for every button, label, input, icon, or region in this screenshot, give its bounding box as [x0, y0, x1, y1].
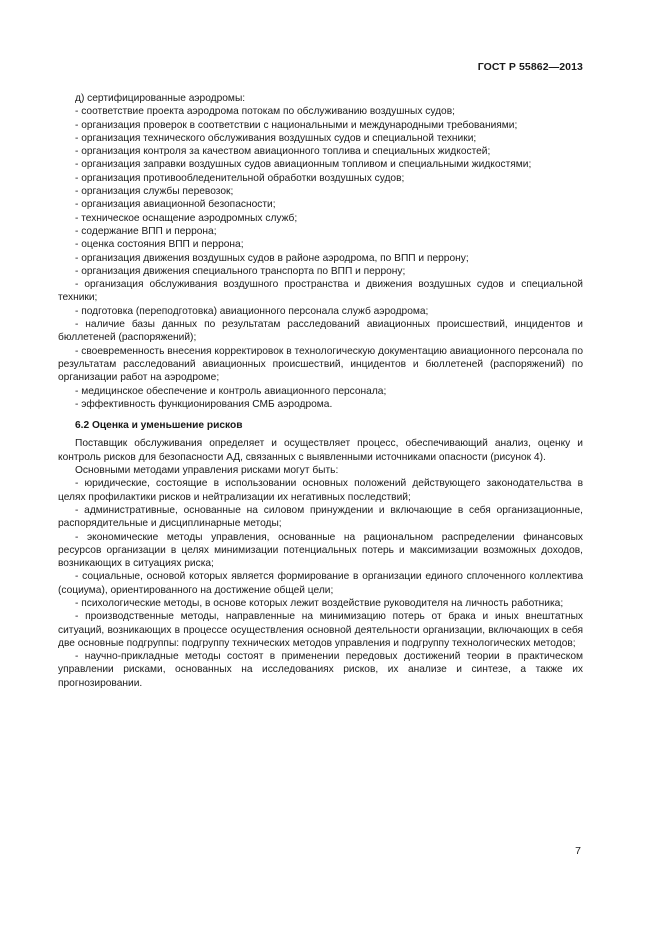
- list-item: - производственные методы, направленные на минимизацию потерь от брака и иных внештатных ситуаций, возникающих в процессе осуществления основной деятельности организации, включающих в себя две основные подгруппы: подгруппу технических методов управления и подгруппу технологических методов;: [58, 611, 583, 649]
- list-item: - соответствие проекта аэродрома потокам по обслуживанию воздушных судов;: [75, 106, 455, 118]
- list-item: - организация авиационной безопасности;: [75, 199, 276, 211]
- section-intro-paragraph: Поставщик обслуживания определяет и осуществляет процесс, обеспечивающий анализ, оценку и контроль рисков для безопасности АД, связанных с выявленными источниками опасности (рисунок 4).: [58, 438, 583, 463]
- document-standard-number: ГОСТ Р 55862—2013: [477, 61, 583, 73]
- list-item: - оценка состояния ВПП и перрона;: [75, 239, 244, 251]
- list-item: - наличие базы данных по результатам расследований авиационных происшествий, инцидентов и бюллетеней (распоряжений);: [58, 319, 583, 344]
- list-item: - юридические, состоящие в использовании основных положений действующего законодательства в целях профилактики рисков и нейтрализации их негативных последствий;: [58, 478, 583, 503]
- list-item: д) сертифицированные аэродромы:: [75, 93, 246, 104]
- list-item: - организация обслуживания воздушного пространства и движения воздушных судов и специальной техники;: [58, 279, 583, 304]
- list-item: - своевременность внесения корректировок в технологическую документацию авиационного персонала по результатам расследований авиационных происшествий, инцидентов и бюллетеней (распоряжений) по организации работ на аэродроме;: [58, 345, 583, 384]
- list-item: - организация движения воздушных судов в районе аэродрома, по ВПП и перрону;: [75, 252, 469, 264]
- list-item: - эффективность функционирования СМБ аэродрома.: [75, 398, 333, 410]
- list-item: - организация службы перевозок;: [75, 186, 234, 198]
- list-item: - организация противообледенительной обработки воздушных судов;: [75, 172, 405, 184]
- list-item: - организация проверок в соответствии с национальными и международными требованиями;: [75, 119, 518, 131]
- list-item: - организация заправки воздушных судов авиационным топливом и специальными жидкостями;: [75, 159, 532, 171]
- risk-methods-list: [58, 477, 583, 690]
- list-item: - подготовка (переподготовка) авиационного персонала служб аэродрома;: [75, 305, 429, 317]
- methods-lead: Основными методами управления рисками могут быть:: [75, 465, 339, 477]
- list-item: - содержание ВПП и перрона;: [75, 225, 217, 237]
- list-item: - медицинское обеспечение и контроль авиационного персонала;: [75, 385, 387, 397]
- list-item: - научно-прикладные методы состоят в применении передовых достижений теории в практическом управлении рисками, основанных на исследованиях рисков, их анализе и синтезе, а также их прогнозировании.: [58, 651, 583, 689]
- certified-aerodromes-list: [58, 92, 583, 411]
- list-item: - организация технического обслуживания воздушных судов и специальной техники;: [75, 132, 477, 144]
- section-heading: 6.2 Оценка и уменьшение рисков: [75, 420, 243, 432]
- page-number: 7: [575, 845, 581, 857]
- list-item: - экономические методы управления, основанные на рациональном распределении финансовых ресурсов организации в целях минимизации потенциальных потерь и максимизации возможных доходов, возникающих в ситуациях риска;: [58, 531, 583, 570]
- document-body: [58, 92, 583, 690]
- list-item: - социальные, основой которых является формирование в организации единого сплоченного коллектива (социума), ориентированного на достижение общей цели;: [58, 571, 583, 596]
- list-item: - техническое оснащение аэродромных служб;: [75, 212, 298, 224]
- list-item: - психологические методы, в основе которых лежит воздействие руководителя на личность работника;: [75, 597, 564, 609]
- list-item: - организация контроля за качеством авиационного топлива и специальных жидкостей;: [75, 146, 491, 158]
- list-item: - административные, основанные на силовом принуждении и включающие в себя организационные, распорядительные и дисциплинарные методы;: [58, 504, 583, 530]
- list-item: - организация движения специального транспорта по ВПП и перрону;: [75, 265, 406, 277]
